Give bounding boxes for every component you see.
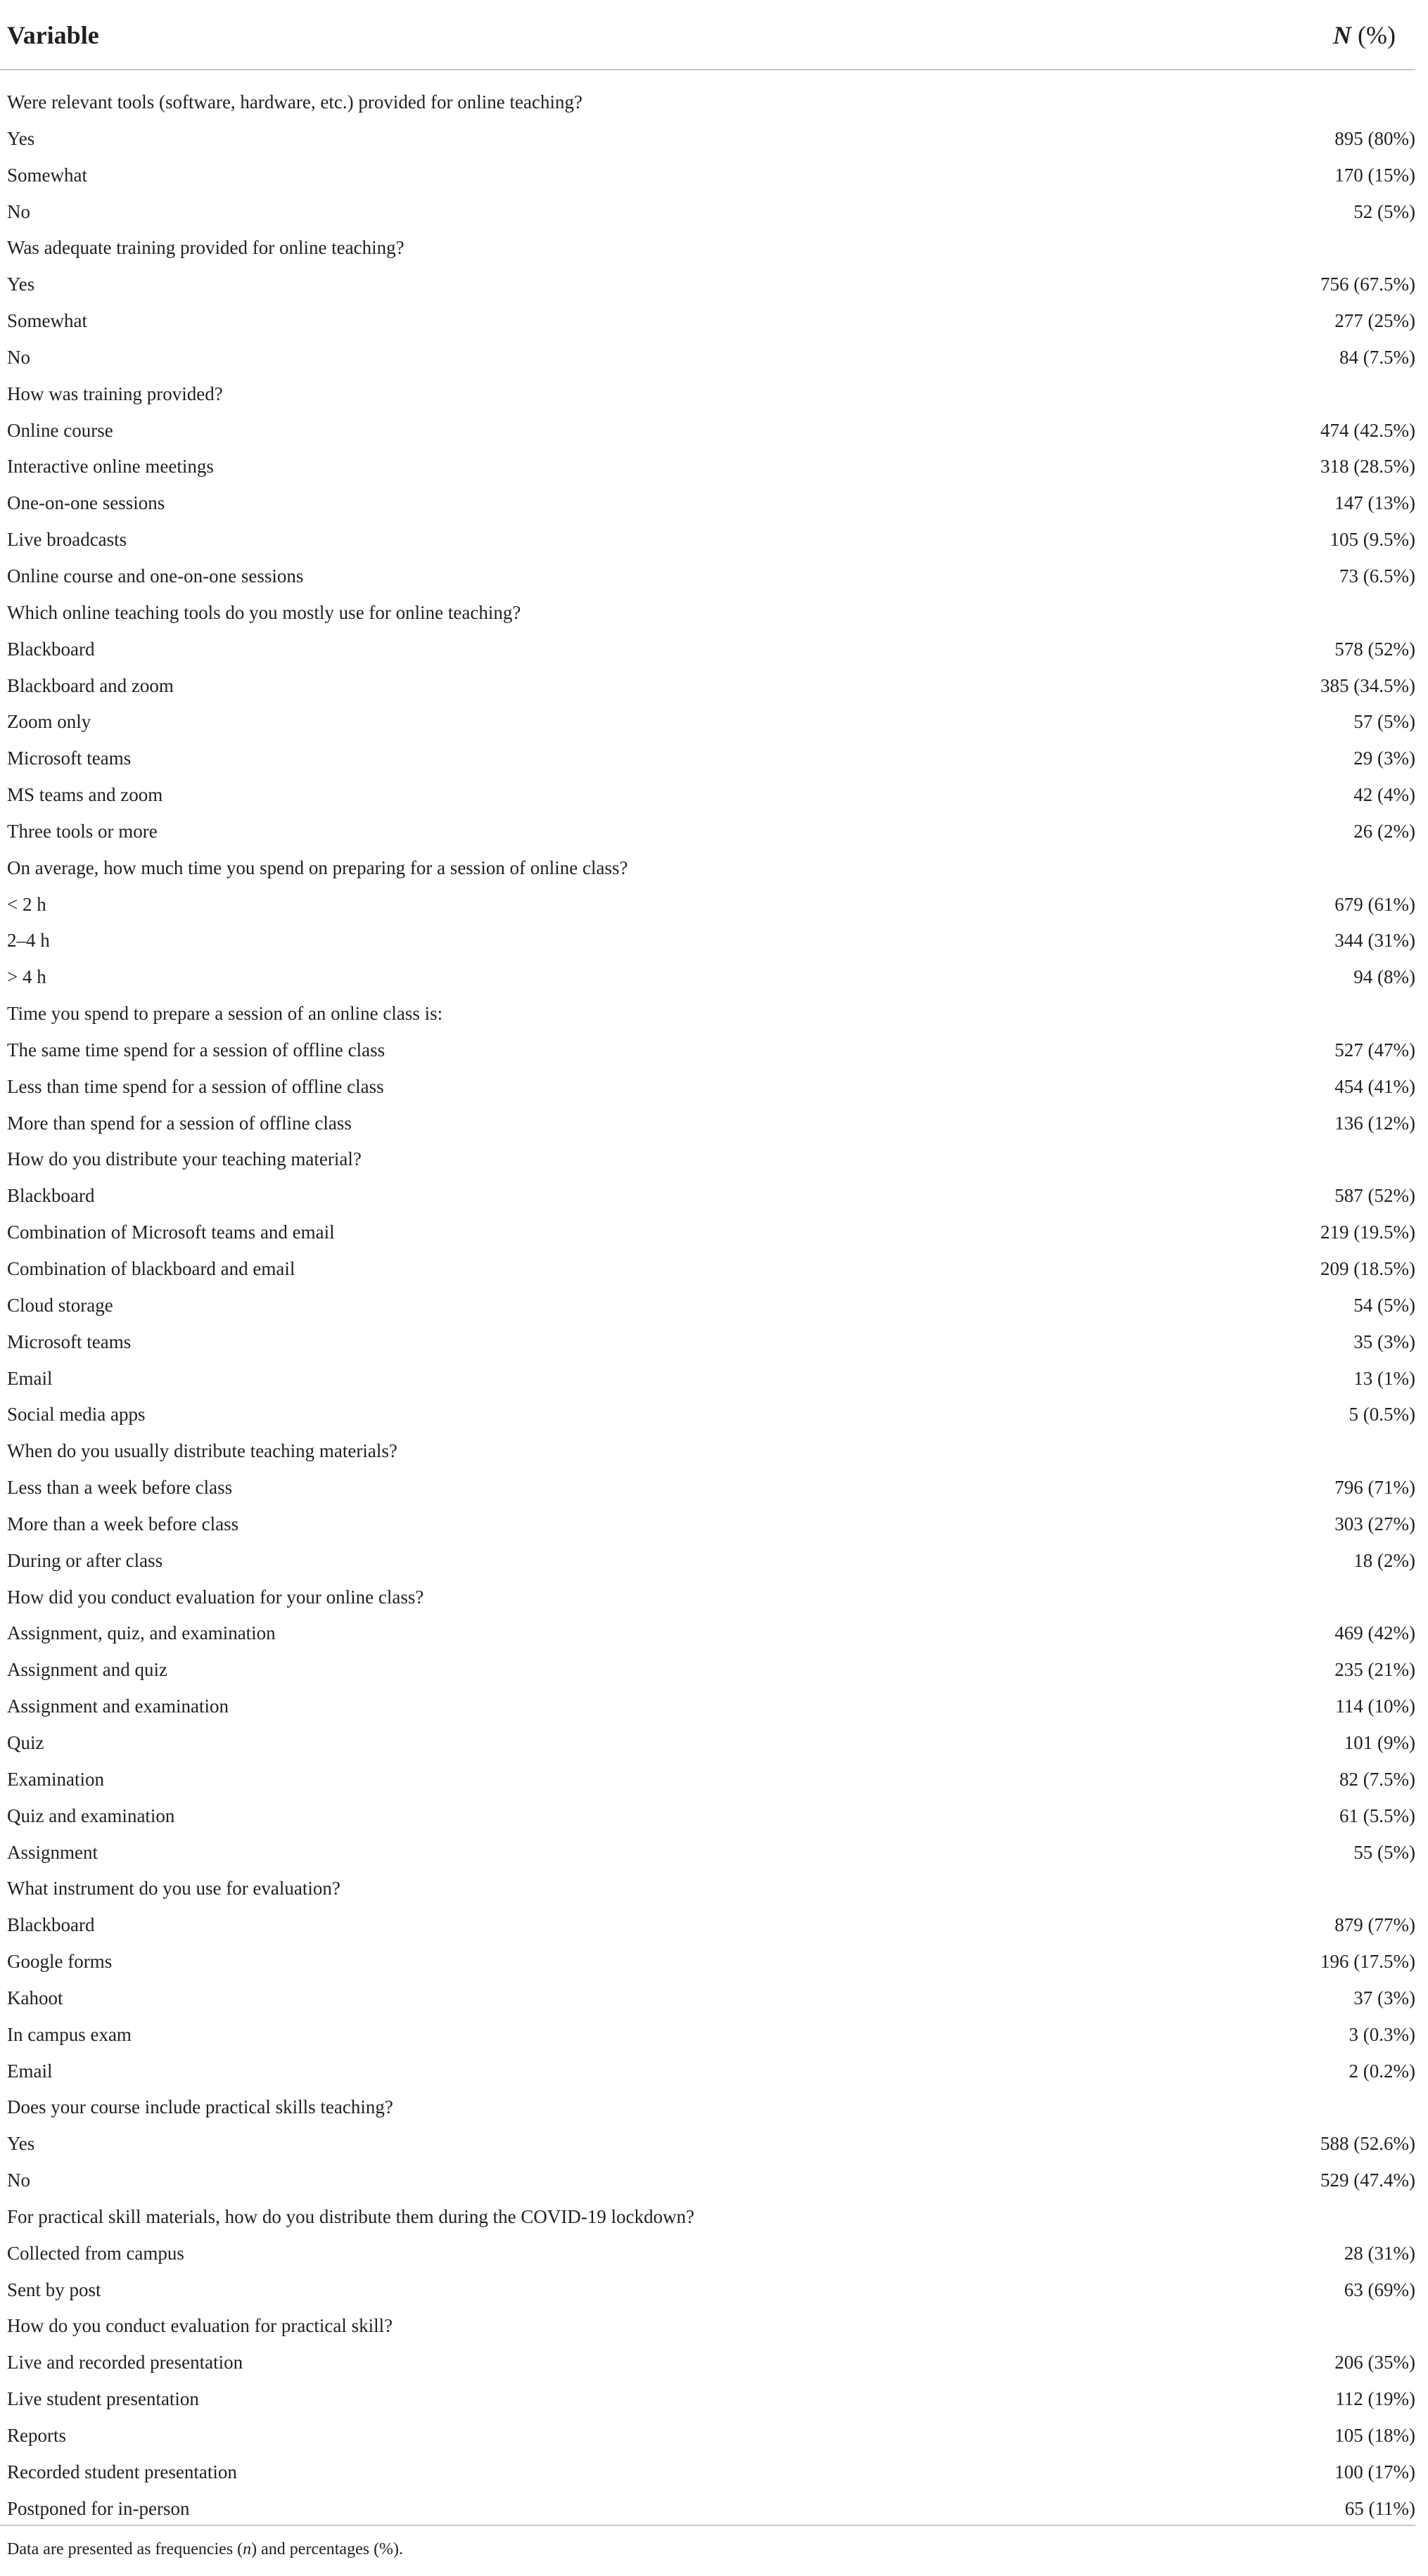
question-row (0, 2199, 1415, 2236)
row-label: MS teams and zoom (7, 784, 163, 806)
row-label: Postponed for in-person (7, 2497, 190, 2519)
row-label: Recorded student presentation (7, 2461, 237, 2482)
row-value: 73 (6.5%) (1339, 565, 1415, 587)
row-value: 147 (13%) (1334, 492, 1415, 514)
row-label: Collected from campus (7, 2242, 184, 2264)
row-value: 529 (47.4%) (1320, 2170, 1415, 2191)
table-row (0, 1543, 1415, 1579)
row-label: Live broadcasts (7, 529, 127, 551)
row-value: 65 (11%) (1344, 2497, 1415, 2519)
question-row (0, 595, 1415, 632)
table-row (0, 1835, 1415, 1871)
row-label: Which online teaching tools do you mostly use for online teaching? (7, 601, 521, 623)
table-row (0, 194, 1415, 231)
table-row (0, 1324, 1415, 1361)
row-label: Yes (7, 274, 35, 295)
row-label: Microsoft teams (7, 1331, 132, 1352)
table-row (0, 1506, 1415, 1543)
row-label: Email (7, 1367, 53, 1389)
row-value: 796 (71%) (1334, 1477, 1415, 1499)
question-row (0, 850, 1415, 887)
row-value: 55 (5%) (1353, 1841, 1415, 1863)
row-label: Combination of Microsoft teams and email (7, 1222, 335, 1243)
row-label: On average, how much time you spend on preparing for a session of online class? (7, 857, 628, 878)
table-row (0, 2053, 1415, 2090)
row-value: 100 (17%) (1334, 2461, 1415, 2482)
table-row (0, 1615, 1415, 1652)
question-row (0, 84, 1415, 121)
row-label: How did you conduct evaluation for your online class? (7, 1586, 424, 1608)
row-label: What instrument do you use for evaluation? (7, 1878, 340, 1899)
table-row (0, 777, 1415, 814)
table-row (0, 158, 1415, 194)
row-value: 235 (21%) (1334, 1659, 1415, 1681)
row-value: 52 (5%) (1353, 200, 1415, 222)
table-row (0, 741, 1415, 777)
row-label: Google forms (7, 1951, 113, 1973)
row-value: 105 (18%) (1334, 2425, 1415, 2446)
row-value: 112 (19%) (1335, 2388, 1415, 2410)
question-row (0, 376, 1415, 413)
row-label: How do you conduct evaluation for practical skill? (7, 2315, 393, 2337)
row-value: 454 (41%) (1334, 1075, 1415, 1097)
question-row (0, 2089, 1415, 2126)
row-label: Social media apps (7, 1404, 146, 1425)
header-n-suffix: (%) (1351, 21, 1396, 49)
footnote (7, 2539, 403, 2560)
footnote-suffix: ) and percentages (%). (251, 2540, 404, 2558)
row-value: 277 (25%) (1334, 310, 1415, 332)
table-row (0, 303, 1415, 340)
table-row (0, 340, 1415, 376)
table-row (0, 2236, 1415, 2272)
table-row (0, 2272, 1415, 2309)
row-label: Blackboard (7, 1914, 95, 1936)
question-row (0, 2308, 1415, 2345)
row-label: Less than time spend for a session of offline class (7, 1075, 384, 1097)
row-label: Were relevant tools (software, hardware, etc.) provided for online teaching? (7, 91, 582, 113)
row-value: 206 (35%) (1334, 2352, 1415, 2373)
table-row (0, 2454, 1415, 2491)
table-row (0, 1361, 1415, 1397)
table-header (0, 0, 1415, 70)
table-row (0, 121, 1415, 158)
row-value: 101 (9%) (1344, 1731, 1415, 1753)
table-row (0, 1762, 1415, 1798)
row-value: 3 (0.3%) (1349, 2023, 1415, 2045)
row-value: 344 (31%) (1334, 930, 1415, 951)
question-row (0, 1433, 1415, 1470)
row-value: 219 (19.5%) (1320, 1222, 1415, 1243)
row-label: Blackboard (7, 1185, 95, 1207)
table-row (0, 704, 1415, 741)
header-n-letter: N (1333, 21, 1352, 49)
row-value: 61 (5.5%) (1339, 1805, 1415, 1826)
row-label: Time you spend to prepare a session of an online class is: (7, 1003, 443, 1025)
row-label: Interactive online meetings (7, 456, 214, 478)
row-value: 879 (77%) (1334, 1914, 1415, 1936)
row-label: Live student presentation (7, 2388, 199, 2410)
row-label: During or after class (7, 1549, 163, 1571)
header-n-percent (1333, 21, 1396, 49)
table-row (0, 1178, 1415, 1215)
row-label: Online course and one-on-one sessions (7, 565, 304, 587)
row-label: Email (7, 2060, 53, 2082)
row-value: 35 (3%) (1353, 1331, 1415, 1352)
row-value: 136 (12%) (1334, 1112, 1415, 1134)
table-row (0, 1798, 1415, 1835)
row-value: 527 (47%) (1334, 1039, 1415, 1060)
question-row (0, 996, 1415, 1032)
table-row (0, 1944, 1415, 1980)
row-label: Cloud storage (7, 1294, 113, 1316)
row-label: Combination of blackboard and email (7, 1258, 295, 1279)
table-row (0, 887, 1415, 923)
row-value: 84 (7.5%) (1339, 346, 1415, 368)
row-value: 679 (61%) (1334, 893, 1415, 915)
row-value: 385 (34.5%) (1320, 674, 1415, 696)
row-value: 895 (80%) (1334, 127, 1415, 149)
row-label: One-on-one sessions (7, 492, 165, 514)
row-label: Live and recorded presentation (7, 2352, 243, 2373)
table-row (0, 2126, 1415, 2162)
row-value: 2 (0.2%) (1349, 2060, 1415, 2082)
row-label: Somewhat (7, 164, 87, 186)
table-row (0, 2017, 1415, 2053)
table-row (0, 1288, 1415, 1324)
row-label: Blackboard and zoom (7, 674, 174, 696)
table-row (0, 1397, 1415, 1433)
row-value: 26 (2%) (1353, 820, 1415, 842)
row-label: Sent by post (7, 2279, 101, 2300)
row-label: Somewhat (7, 310, 87, 332)
row-label: The same time spend for a session of offline class (7, 1039, 385, 1060)
row-label: Assignment, quiz, and examination (7, 1622, 276, 1644)
table-row (0, 959, 1415, 996)
row-value: 5 (0.5%) (1349, 1404, 1415, 1425)
footnote-n: n (243, 2540, 252, 2558)
row-value: 756 (67.5%) (1320, 274, 1415, 295)
row-value: 37 (3%) (1353, 1987, 1415, 2008)
row-value: 578 (52%) (1334, 638, 1415, 660)
row-label: Yes (7, 127, 35, 149)
table-row (0, 413, 1415, 449)
footnote-prefix: Data are presented as frequencies ( (7, 2540, 243, 2558)
table-row (0, 1069, 1415, 1106)
table-row (0, 1251, 1415, 1288)
row-value: 209 (18.5%) (1320, 1258, 1415, 1279)
table-row (0, 1725, 1415, 1762)
table-row (0, 449, 1415, 485)
row-value: 28 (31%) (1344, 2242, 1415, 2264)
row-label: Three tools or more (7, 820, 158, 842)
row-label: Microsoft teams (7, 748, 132, 769)
row-label: Kahoot (7, 1987, 63, 2008)
table-row (0, 1032, 1415, 1069)
row-value: 587 (52%) (1334, 1185, 1415, 1207)
question-row (0, 230, 1415, 267)
row-label: Less than a week before class (7, 1477, 233, 1499)
table-row (0, 1689, 1415, 1725)
table-row (0, 1470, 1415, 1506)
row-label: Was adequate training provided for online teaching? (7, 237, 404, 259)
table-row (0, 1980, 1415, 2017)
row-value: 588 (52.6%) (1320, 2133, 1415, 2155)
row-label: Reports (7, 2425, 66, 2446)
row-label: No (7, 2170, 30, 2191)
row-value: 94 (8%) (1353, 966, 1415, 988)
table-row (0, 1652, 1415, 1689)
row-label: Assignment and quiz (7, 1659, 167, 1681)
table-row (0, 1215, 1415, 1251)
table-row (0, 668, 1415, 705)
row-label: < 2 h (7, 893, 46, 915)
table-row (0, 2418, 1415, 2454)
question-row (0, 1871, 1415, 1907)
row-value: 114 (10%) (1335, 1696, 1415, 1717)
row-label: > 4 h (7, 966, 46, 988)
table-row (0, 632, 1415, 668)
table-footer (0, 2525, 1415, 2558)
row-label: Examination (7, 1768, 104, 1790)
row-value: 42 (4%) (1353, 784, 1415, 806)
row-value: 469 (42%) (1334, 1622, 1415, 1644)
table-body (0, 84, 1415, 2527)
row-label: Blackboard (7, 638, 95, 660)
row-value: 29 (3%) (1353, 748, 1415, 769)
row-label: For practical skill materials, how do you distribute them during the COVID-19 lockdown? (7, 2205, 695, 2227)
row-label: More than spend for a session of offline class (7, 1112, 352, 1134)
row-label: Online course (7, 419, 113, 441)
row-value: 170 (15%) (1334, 164, 1415, 186)
row-value: 54 (5%) (1353, 1294, 1415, 1316)
table-row (0, 558, 1415, 595)
row-value: 303 (27%) (1334, 1513, 1415, 1534)
row-label: Quiz (7, 1731, 44, 1753)
row-value: 105 (9.5%) (1330, 529, 1415, 551)
table-row (0, 1907, 1415, 1944)
row-value: 318 (28.5%) (1320, 456, 1415, 478)
row-value: 13 (1%) (1353, 1367, 1415, 1389)
table-row (0, 814, 1415, 850)
row-label: How do you distribute your teaching material? (7, 1148, 362, 1170)
table-row (0, 522, 1415, 558)
row-label: Does your course include practical skills teaching? (7, 2096, 393, 2118)
table-row (0, 2345, 1415, 2381)
row-label: Zoom only (7, 711, 91, 733)
table-row (0, 2381, 1415, 2418)
row-value: 474 (42.5%) (1320, 419, 1415, 441)
row-label: In campus exam (7, 2023, 132, 2045)
row-value: 82 (7.5%) (1339, 1768, 1415, 1790)
row-label: Quiz and examination (7, 1805, 175, 1826)
row-label: Yes (7, 2133, 35, 2155)
row-label: Assignment and examination (7, 1696, 229, 1717)
row-value: 63 (69%) (1344, 2279, 1415, 2300)
row-label: More than a week before class (7, 1513, 239, 1534)
row-label: No (7, 200, 30, 222)
question-row (0, 1579, 1415, 1616)
row-value: 57 (5%) (1353, 711, 1415, 733)
row-label: 2–4 h (7, 930, 50, 951)
table-row (0, 485, 1415, 522)
row-label: Assignment (7, 1841, 98, 1863)
row-label: How was training provided? (7, 383, 223, 404)
row-value: 18 (2%) (1353, 1549, 1415, 1571)
table-row (0, 2491, 1415, 2527)
question-row (0, 1141, 1415, 1178)
table-row (0, 267, 1415, 303)
header-variable: Variable (7, 21, 99, 49)
row-label: When do you usually distribute teaching materials? (7, 1440, 397, 1462)
table-row (0, 923, 1415, 959)
row-label: No (7, 346, 30, 368)
table-row (0, 1106, 1415, 1142)
table-row (0, 2162, 1415, 2199)
row-value: 196 (17.5%) (1320, 1951, 1415, 1973)
